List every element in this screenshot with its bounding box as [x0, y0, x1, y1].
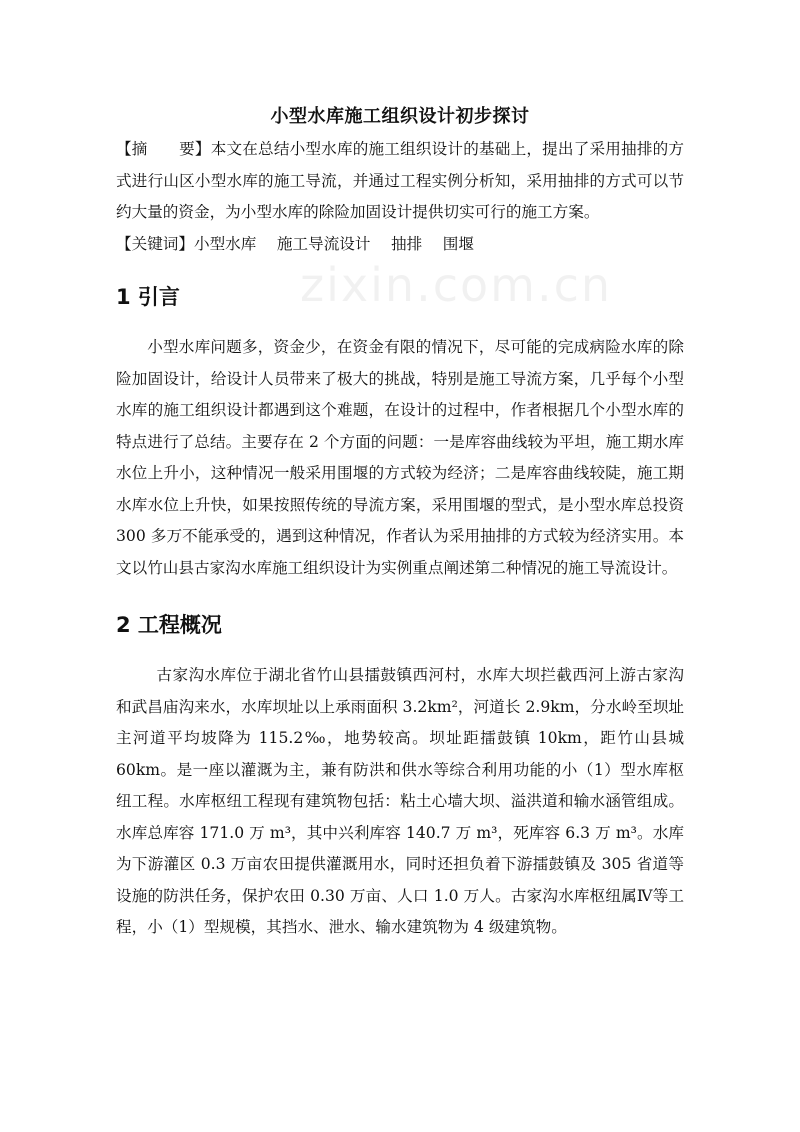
- section-paragraph-project-overview: 古家沟水库位于湖北省竹山县擂鼓镇西河村，水库大坝拦截西河上游古家沟和武昌庙沟来水，水库坝址以上承雨面积 3.2km²，河道长 2.9km，分水岭至坝址主河道平均坡降为 115.2‰，地势较高。坝址距擂鼓镇 10km，距竹山县城 60km。是一座以灌溉为主，兼有防洪和供水等综合利用功能的小（1）型水库枢纽工程。水库枢纽工程现有建筑物包括：粘土心墙大坝、溢洪道和输水涵管组成。水库总库容 171.0 万 m³，其中兴利库容 140.7 万 m³，死库容 6.3 万 m³。水库为下游灌区 0.3 万亩农田提供灌溉用水，同时还担负着下游擂鼓镇及 305 省道等设施的防洪任务，保护农田 0.30 万亩、人口 1.0 万人。古家沟水库枢纽属Ⅳ等工程，小（1）型规模，其挡水、泄水、输水建筑物为 4 级建筑物。: [116, 666, 684, 936]
- abstract: [116, 134, 684, 229]
- watermark: zixin.com.cn: [300, 258, 613, 312]
- section-heading-introduction: 1 引言: [116, 285, 180, 309]
- abstract-tag: 【摘 要】: [116, 140, 211, 158]
- section-paragraph-introduction: 小型水库问题多，资金少，在资金有限的情况下，尽可能的完成病险水库的除险加固设计，给设计人员带来了极大的挑战，特别是施工导流方案，几乎每个小型水库的施工组织设计都遇到这个难题，在设计的过程中，作者根据几个小型水库的特点进行了总结。主要存在 2 个方面的问题：一是库容曲线较为平坦，施工期水库水位上升小，这种情况一般采用围堰的方式较为经济；二是库容曲线较陡，施工期水库水位上升快，如果按照传统的导流方案，采用围堰的型式，是小型水库总投资 300 多万不能承受的，遇到这种情况，作者认为采用抽排的方式较为经济实用。本文以竹山县古家沟水库施工组织设计为实例重点阐述第二种情况的施工导流设计。: [116, 338, 684, 577]
- section-heading-project-overview: 2 工程概况: [116, 613, 222, 637]
- keywords-text: 小型水库 施工导流设计 抽排 围堰: [193, 234, 474, 253]
- abstract-text: 本文在总结小型水库的施工组织设计的基础上，提出了采用抽排的方式进行山区小型水库的施工导流，并通过工程实例分析知，采用抽排的方式可以节约大量的资金，为小型水库的除险加固设计提供切实可行的施工方案。: [116, 140, 684, 221]
- keywords: [116, 229, 684, 261]
- document-title: 小型水库施工组织设计初步探讨: [270, 106, 530, 127]
- keywords-tag: 【关键词】: [116, 234, 194, 253]
- document-page: [116, 100, 684, 944]
